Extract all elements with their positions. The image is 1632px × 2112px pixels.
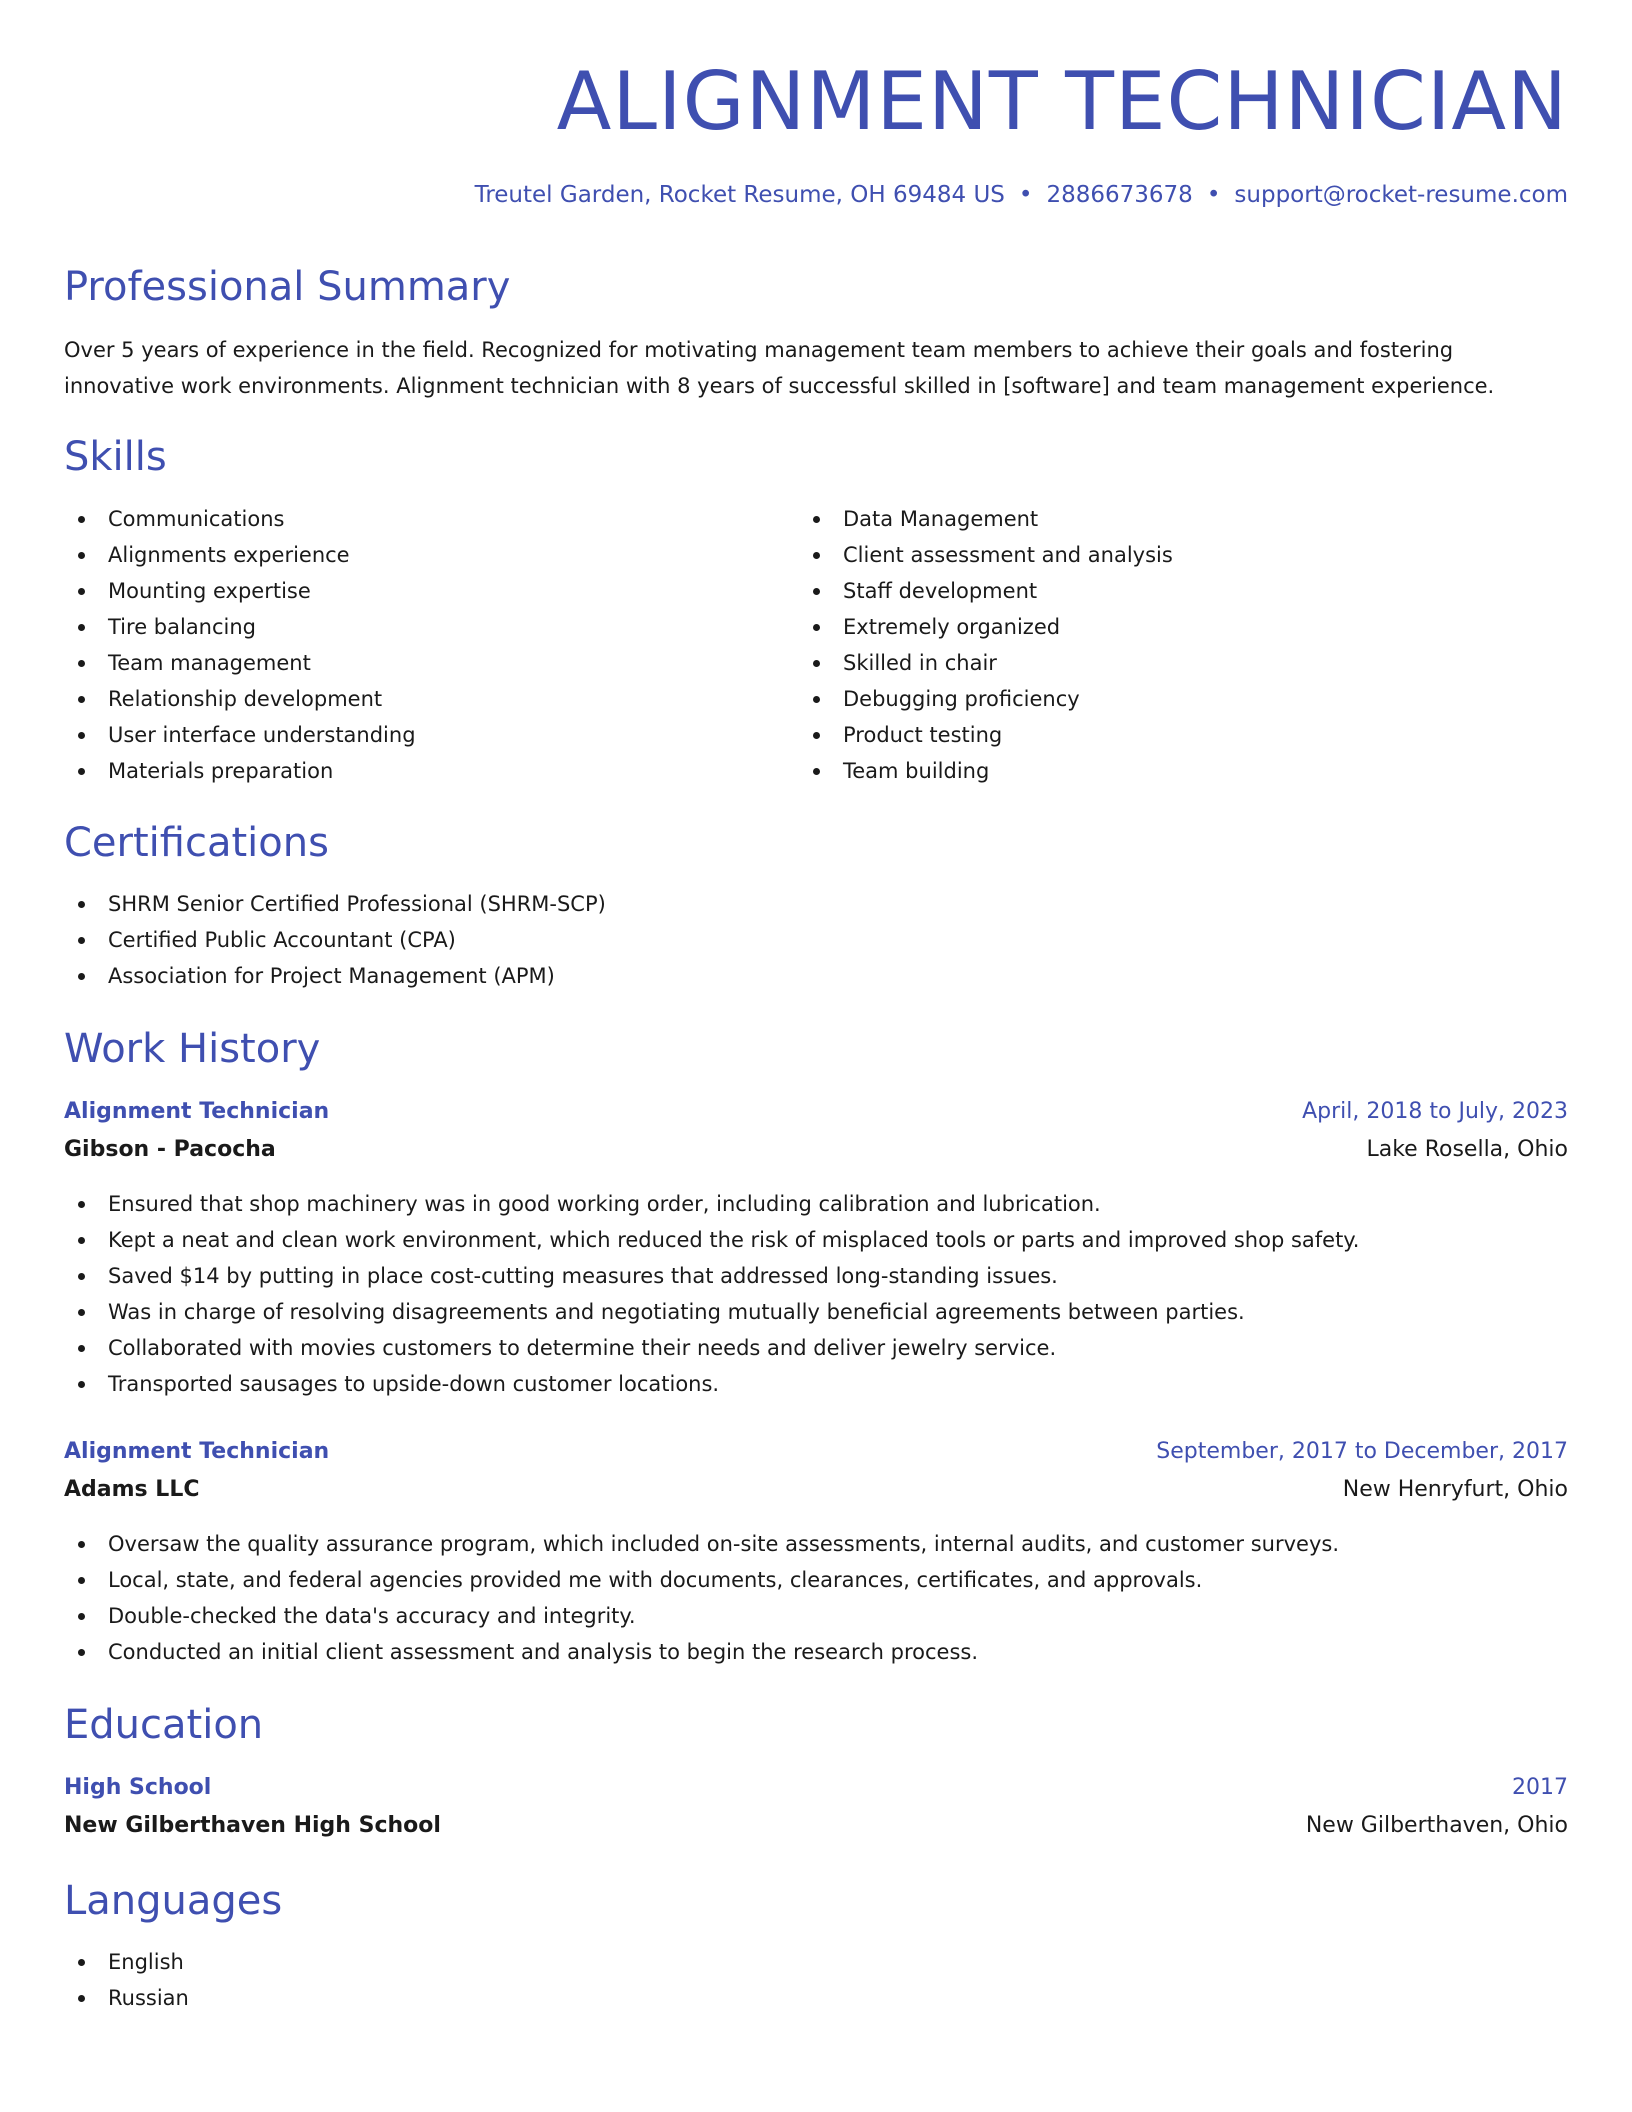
job-header-row <box>64 1437 1568 1467</box>
job-company: Gibson - Pacocha <box>64 1137 276 1162</box>
job-location: Lake Rosella, Ohio <box>1366 1137 1568 1162</box>
job-duty: Conducted an initial client assessment and analysis to begin the research process. <box>64 1634 1339 1670</box>
job-duty: Transported sausages to upside-down customer locations. <box>64 1366 1359 1402</box>
skills-list-left <box>64 501 416 789</box>
job-duty: Oversaw the quality assurance program, which included on-site assessments, internal audits, and customer surveys. <box>64 1526 1339 1562</box>
job-title: Alignment Technician <box>64 1099 330 1124</box>
education-school-row <box>64 1811 1568 1841</box>
skill-item: Staff development <box>799 573 1173 609</box>
language-item: Russian <box>64 1980 189 2016</box>
skill-item: Skilled in chair <box>799 645 1173 681</box>
job-duty: Double-checked the data's accuracy and integrity. <box>64 1598 1339 1634</box>
summary-heading: Professional Summary <box>64 264 511 310</box>
education-school: New Gilberthaven High School <box>64 1813 441 1838</box>
contact-phone: 2886673678 <box>1046 182 1193 208</box>
contact-email[interactable]: support@rocket-resume.com <box>1234 182 1568 208</box>
education-year: 2017 <box>1512 1775 1568 1800</box>
skill-item: User interface understanding <box>64 717 416 753</box>
skills-list-right <box>799 501 1173 789</box>
skill-item: Team management <box>64 645 416 681</box>
certifications-list <box>64 886 606 994</box>
job-dates: April, 2018 to July, 2023 <box>1302 1099 1568 1124</box>
skill-item: Relationship development <box>64 681 416 717</box>
job-duty: Local, state, and federal agencies provided me with documents, clearances, certificates, and approvals. <box>64 1562 1339 1598</box>
skill-item: Client assessment and analysis <box>799 537 1173 573</box>
skill-item: Extremely organized <box>799 609 1173 645</box>
job-location: New Henryfurt, Ohio <box>1342 1477 1568 1502</box>
job-title: Alignment Technician <box>64 1439 330 1464</box>
job-company-row <box>64 1135 1568 1165</box>
education-degree: High School <box>64 1775 212 1800</box>
job-duty: Collaborated with movies customers to determine their needs and deliver jewelry service. <box>64 1330 1359 1366</box>
job-duty: Saved $14 by putting in place cost-cutting measures that addressed long-standing issues. <box>64 1258 1359 1294</box>
skill-item: Communications <box>64 501 416 537</box>
work-history-heading: Work History <box>64 1026 321 1072</box>
skills-heading: Skills <box>64 434 167 480</box>
job-duty: Kept a neat and clean work environment, which reduced the risk of misplaced tools or parts and improved shop safety. <box>64 1222 1359 1258</box>
skill-item: Debugging proficiency <box>799 681 1173 717</box>
certification-item: SHRM Senior Certified Professional (SHRM-SCP) <box>64 886 606 922</box>
job-dates: September, 2017 to December, 2017 <box>1156 1439 1568 1464</box>
education-header-row <box>64 1773 1568 1803</box>
education-heading: Education <box>64 1702 264 1748</box>
education-location: New Gilberthaven, Ohio <box>1305 1813 1568 1838</box>
skill-item: Team building <box>799 753 1173 789</box>
skill-item: Tire balancing <box>64 609 416 645</box>
certification-item: Certified Public Accountant (CPA) <box>64 922 606 958</box>
contact-line <box>475 180 1568 210</box>
skill-item: Alignments experience <box>64 537 416 573</box>
skill-item: Materials preparation <box>64 753 416 789</box>
job-duties-list <box>64 1186 1359 1402</box>
languages-list <box>64 1944 189 2016</box>
language-item: English <box>64 1944 189 1980</box>
skill-item: Data Management <box>799 501 1173 537</box>
certification-item: Association for Project Management (APM) <box>64 958 606 994</box>
contact-separator: • <box>1018 182 1033 208</box>
job-duty: Ensured that shop machinery was in good working order, including calibration and lubrication. <box>64 1186 1359 1222</box>
candidate-title: ALIGNMENT TECHNICIAN <box>556 55 1568 148</box>
job-company-row <box>64 1475 1568 1505</box>
languages-heading: Languages <box>64 1878 283 1924</box>
job-duty: Was in charge of resolving disagreements and negotiating mutually beneficial agreements between parties. <box>64 1294 1359 1330</box>
skill-item: Product testing <box>799 717 1173 753</box>
certifications-heading: Certifications <box>64 820 329 866</box>
skill-item: Mounting expertise <box>64 573 416 609</box>
contact-address: Treutel Garden, Rocket Resume, OH 69484 US <box>474 182 1005 208</box>
job-duties-list <box>64 1526 1339 1670</box>
job-header-row <box>64 1097 1568 1127</box>
job-company: Adams LLC <box>64 1477 200 1502</box>
summary-text: Over 5 years of experience in the field. Recognized for motivating management team members to achieve their goals and fostering innovative work environments. Alignment technician with 8 years of successful skilled in [software] and team management experience. <box>64 338 1495 398</box>
contact-separator: • <box>1206 182 1221 208</box>
